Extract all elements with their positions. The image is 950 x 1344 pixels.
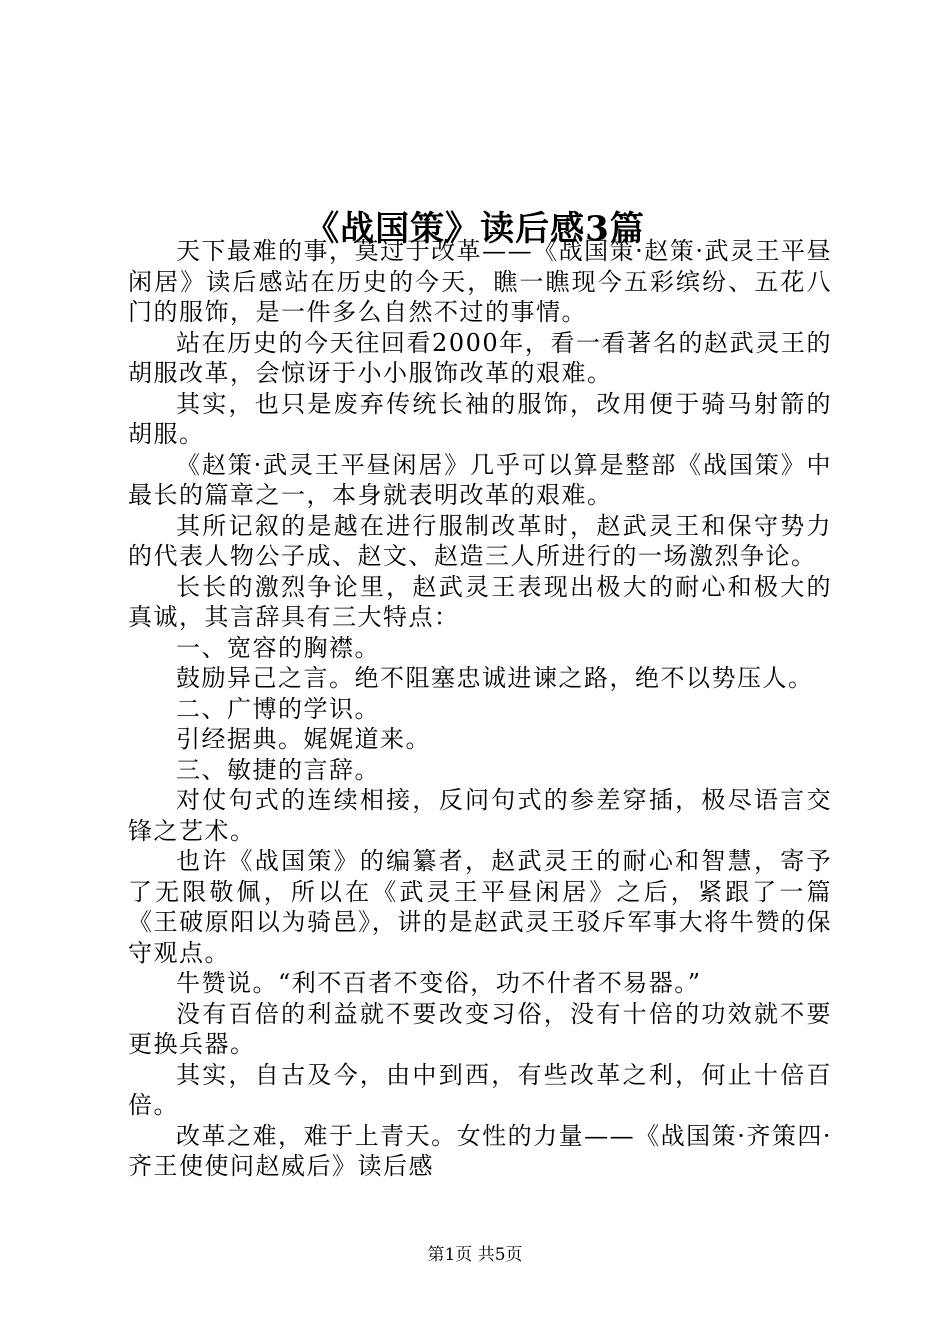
paragraph: 没有百倍的利益就不要改变习俗，没有十倍的功效就不要更换兵器。 — [128, 999, 832, 1058]
paragraph: 其所记叙的是越在进行服制改革时，赵武灵王和保守势力的代表人物公子成、赵文、赵造三人所进行的一场激烈争论。 — [128, 511, 832, 570]
paragraph: 长长的激烈争论里，赵武灵王表现出极大的耐心和极大的真诚，其言辞具有三大特点： — [128, 572, 832, 631]
paragraph: 对仗句式的连续相接，反问句式的参差穿插，极尽语言交锋之艺术。 — [128, 786, 832, 845]
paragraph: 鼓励异己之言。绝不阻塞忠诚进谏之路，绝不以势压人。 — [176, 664, 814, 692]
paragraph: 改革之难，难于上青天。女性的力量——《战国策·齐策四·齐王使使问赵威后》读后感 — [128, 1121, 832, 1180]
paragraph: 天下最难的事，莫过于改革——《战国策·赵策·武灵王平昼闲居》读后感站在历史的今天，瞧一瞧现今五彩缤纷、五花八门的服饰，是一件多么自然不过的事情。 — [128, 237, 832, 326]
paragraph: 《赵策·武灵王平昼闲居》几乎可以算是整部《战国策》中最长的篇章之一，本身就表明改革的艰难。 — [128, 450, 832, 509]
paragraph: 三、敏捷的言辞。 — [176, 755, 380, 784]
paragraph: 引经据典。娓娓道来。 — [176, 725, 431, 753]
paragraph: 其实，自古及今，由中到西，有些改革之利，何止十倍百倍。 — [128, 1060, 832, 1119]
paragraph: 一、宽容的胸襟。 — [176, 633, 380, 662]
page-number-footer: 第1页 共5页 — [427, 1245, 523, 1265]
document-body — [128, 236, 832, 1182]
paragraph: 牛赞说。“利不百者不变俗，功不什者不易器。” — [176, 969, 702, 997]
paragraph: 站在历史的今天往回看2000年，看一看著名的赵武灵王的胡服改革，会惊讶于小小服饰改革的艰难。 — [128, 328, 832, 387]
paragraph: 其实，也只是废弃传统长袖的服饰，改用便于骑马射箭的胡服。 — [128, 389, 832, 448]
document-title: 《战国策》读后感3篇 — [305, 208, 645, 249]
paragraph: 二、广博的学识。 — [176, 694, 380, 723]
paragraph: 也许《战国策》的编纂者，赵武灵王的耐心和智慧，寄予了无限敬佩，所以在《武灵王平昼闲居》之后，紧跟了一篇《王破原阳以为骑邑》，讲的是赵武灵王驳斥军事大将牛赞的保守观点。 — [128, 847, 832, 967]
